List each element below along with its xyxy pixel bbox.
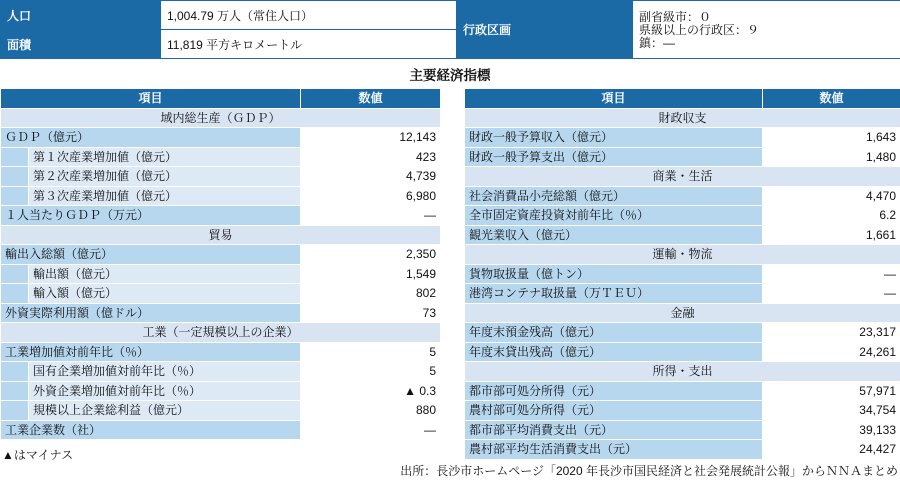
row-value: 5 (301, 362, 441, 382)
admin-value (633, 1, 900, 59)
row-value: 2,350 (301, 245, 441, 265)
page-title: 主要経済指標 (409, 68, 491, 83)
table-header-row (1, 89, 441, 109)
row-label: 第１次産業増加値（億元） (29, 147, 301, 167)
population-label: 人口 (1, 1, 161, 30)
indent-spacer (1, 362, 29, 382)
row-value: 12,143 (301, 128, 441, 148)
row-value: 23,317 (763, 323, 900, 343)
row-value: 1,661 (763, 225, 900, 245)
table-row (1, 206, 441, 226)
table-row (1, 245, 441, 265)
row-value: 802 (301, 284, 441, 304)
row-value: 24,261 (763, 342, 900, 362)
row-value: 423 (301, 147, 441, 167)
table-row (465, 206, 900, 226)
row-value: 6,980 (301, 186, 441, 206)
row-label: 輸出額（億元） (29, 264, 301, 284)
area-label: 面積 (1, 30, 161, 59)
indent-spacer (1, 186, 29, 206)
right-indicator-table (464, 88, 900, 460)
row-label: 農村部可処分所得（元） (465, 401, 763, 421)
section-row (465, 108, 900, 128)
indent-spacer (1, 147, 29, 167)
table-row (465, 323, 900, 343)
admin-label: 行政区画 (457, 1, 633, 59)
row-label: 財政一般予算支出（億元） (465, 147, 763, 167)
table-row (1, 401, 441, 421)
section-title: 財政収支 (465, 108, 900, 128)
table-row (465, 186, 900, 206)
table-row (465, 284, 900, 304)
section-title: 商業・生活 (465, 167, 900, 187)
row-label: 工業企業数（社） (1, 420, 301, 440)
admin-line: 県級以上の行政区：９ (639, 23, 760, 37)
section-row (465, 245, 900, 265)
table-row (465, 264, 900, 284)
row-label: 年度末預金残高（億元） (465, 323, 763, 343)
population-value: 1,004.79 万人（常住人口） (161, 1, 457, 30)
header-value: 数値 (763, 89, 900, 109)
row-label: 貨物取扱量（億トン） (465, 264, 763, 284)
section-title: 貿易 (1, 225, 441, 245)
row-label: 財政一般予算収入（億元） (465, 128, 763, 148)
row-value: ― (301, 420, 441, 440)
row-label: 都市部平均消費支出（元） (465, 420, 763, 440)
indent-spacer (1, 264, 29, 284)
row-value: 1,549 (301, 264, 441, 284)
row-value: 73 (301, 303, 441, 323)
table-row (1, 186, 441, 206)
row-label: ＧＤＰ（億元） (1, 128, 301, 148)
section-row (1, 108, 441, 128)
section-title: 域内総生産（ＧＤＰ） (1, 108, 441, 128)
header-value: 数値 (301, 89, 441, 109)
section-title: 所得・支出 (465, 362, 900, 382)
table-header-row (465, 89, 900, 109)
row-value: 1,480 (763, 147, 900, 167)
row-value: 4,739 (301, 167, 441, 187)
table-row (465, 401, 900, 421)
row-label: 農村部平均生活消費支出（元） (465, 440, 763, 460)
table-row (1, 128, 441, 148)
row-value: 5 (301, 342, 441, 362)
row-label: 全市固定資産投資対前年比（％） (465, 206, 763, 226)
admin-line: 鎮：― (639, 36, 676, 50)
section-row (465, 362, 900, 382)
row-label: 輸入額（億元） (29, 284, 301, 304)
row-label: 工業増加値対前年比（％） (1, 342, 301, 362)
table-row (465, 225, 900, 245)
row-value: ▲ 0.3 (301, 381, 441, 401)
row-value: 57,971 (763, 381, 900, 401)
row-value: 4,470 (763, 186, 900, 206)
row-label: 社会消費品小売総額（億元） (465, 186, 763, 206)
table-row (1, 420, 441, 440)
note-text: ▲はマイナス (2, 448, 74, 462)
row-label: 輸出入総額（億元） (1, 245, 301, 265)
header-item: 項目 (465, 89, 763, 109)
row-label: １人当たりＧＤＰ（万元） (1, 206, 301, 226)
section-row (465, 167, 900, 187)
table-row (1, 362, 441, 382)
table-row (1, 381, 441, 401)
table-row (465, 381, 900, 401)
indent-spacer (1, 381, 29, 401)
row-value: 1,643 (763, 128, 900, 148)
indent-spacer (1, 167, 29, 187)
indent-spacer (1, 401, 29, 421)
section-title: 工業（一定規模以上の企業） (1, 323, 441, 343)
section-title: 金融 (465, 303, 900, 323)
admin-line: 副省級市：０ (639, 10, 712, 24)
row-label: 国有企業増加値対前年比（％） (29, 362, 301, 382)
table-row (1, 284, 441, 304)
row-value: 6.2 (763, 206, 900, 226)
section-title: 運輸・物流 (465, 245, 900, 265)
row-value: 34,754 (763, 401, 900, 421)
row-label: 外資企業増加値対前年比（％） (29, 381, 301, 401)
header-item: 項目 (1, 89, 301, 109)
area-value: 11,819 平方キロメートル (161, 30, 457, 59)
row-value: ― (763, 264, 900, 284)
table-row (465, 128, 900, 148)
row-value: 39,133 (763, 420, 900, 440)
source-text: 出所：長沙市ホームページ「2020 年長沙市国民経済と社会発展統計公報」からＮＮＡまとめ (400, 464, 898, 478)
basic-info-table (0, 0, 900, 59)
section-row (1, 225, 441, 245)
table-row (465, 342, 900, 362)
table-row (1, 264, 441, 284)
row-label: 都市部可処分所得（元） (465, 381, 763, 401)
row-label: 外資実際利用額（億ドル） (1, 303, 301, 323)
row-value: ― (301, 206, 441, 226)
left-indicator-table (0, 88, 441, 440)
section-row (465, 303, 900, 323)
section-row (1, 323, 441, 343)
row-value: ― (763, 284, 900, 304)
table-row (465, 420, 900, 440)
table-row (1, 303, 441, 323)
row-label: 年度末貸出残高（億元） (465, 342, 763, 362)
row-label: 第２次産業増加値（億元） (29, 167, 301, 187)
table-row (465, 440, 900, 460)
row-value: 24,427 (763, 440, 900, 460)
indent-spacer (1, 284, 29, 304)
table-row (1, 147, 441, 167)
row-label: 第３次産業増加値（億元） (29, 186, 301, 206)
row-label: 観光業収入（億元） (465, 225, 763, 245)
table-row (465, 147, 900, 167)
row-label: 規模以上企業総利益（億元） (29, 401, 301, 421)
table-row (1, 167, 441, 187)
row-label: 港湾コンテナ取扱量（万ＴＥＵ） (465, 284, 763, 304)
table-row (1, 342, 441, 362)
row-value: 880 (301, 401, 441, 421)
